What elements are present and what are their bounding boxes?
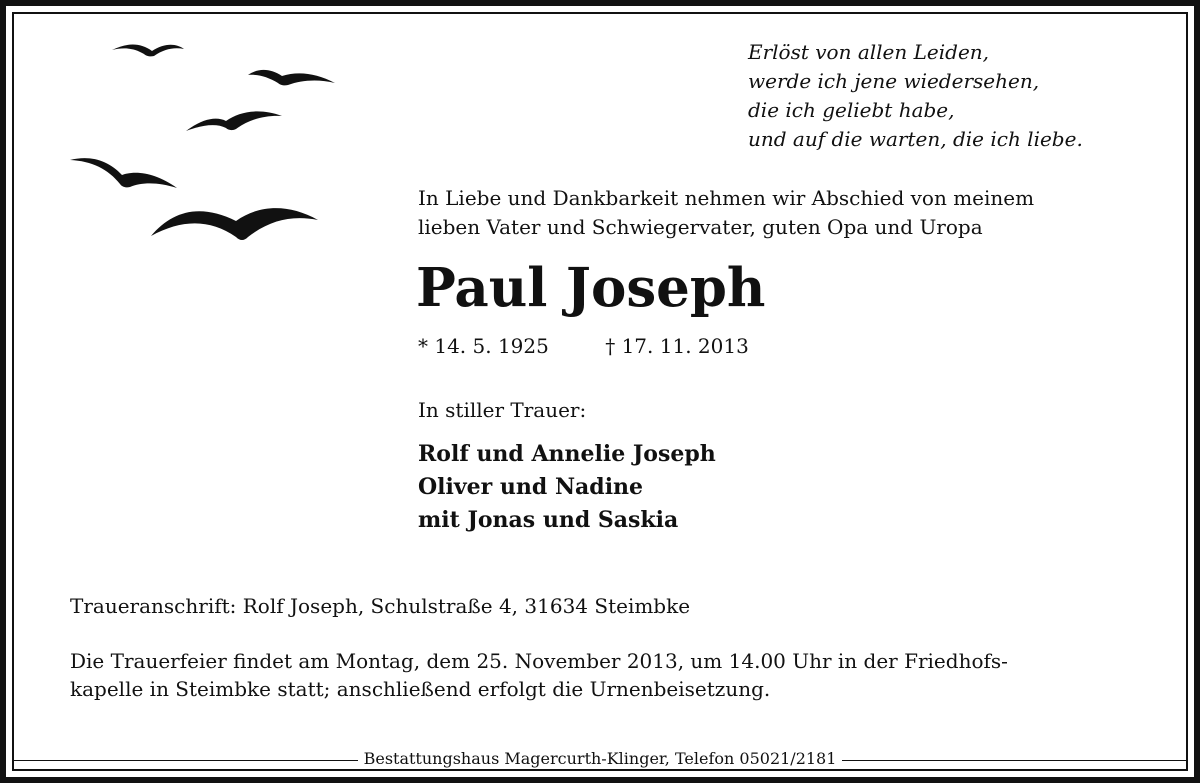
ceremony-line: kapelle in Steimbke statt; anschließend erfolgt die Urnenbeisetzung.: [70, 677, 771, 701]
mourner-name: Rolf und Annelie Joseph: [418, 441, 716, 467]
deceased-name: Paul Joseph: [416, 257, 766, 319]
memorial-quote: [748, 38, 1083, 154]
mourner-name: mit Jonas und Saskia: [418, 507, 679, 533]
bird-icon: [248, 70, 335, 86]
funeral-home-footer: [0, 748, 1200, 770]
ceremony-line: Die Trauerfeier findet am Montag, dem 25. November 2013, um 14.00 Uhr in der Friedhofs-: [70, 649, 1008, 673]
bird-icon: [70, 158, 177, 188]
life-dates: [418, 332, 749, 360]
death-date: † 17. 11. 2013: [605, 334, 749, 358]
farewell-intro: [418, 184, 1034, 242]
flying-birds-icon: [60, 35, 350, 260]
quote-line: und auf die warten, die ich liebe.: [748, 127, 1083, 151]
bird-icon: [151, 208, 318, 240]
mourning-address: Traueranschrift: Rolf Joseph, Schulstraße 4, 31634 Steimbke: [70, 594, 691, 618]
mourner-name: Oliver und Nadine: [418, 474, 644, 500]
quote-line: die ich geliebt habe,: [748, 98, 955, 122]
bird-icon: [112, 45, 184, 57]
intro-line: lieben Vater und Schwiegervater, guten Opa und Uropa: [418, 215, 983, 239]
birth-date: * 14. 5. 1925: [418, 334, 549, 358]
quote-line: Erlöst von allen Leiden,: [748, 40, 990, 64]
funeral-home-contact: Bestattungshaus Magercurth-Klinger, Telefon 05021/2181: [358, 749, 843, 768]
intro-line: In Liebe und Dankbarkeit nehmen wir Abschied von meinem: [418, 186, 1035, 210]
ceremony-notice: [70, 647, 1008, 703]
mourning-label: In stiller Trauer:: [418, 398, 587, 422]
quote-line: werde ich jene wiedersehen,: [748, 69, 1040, 93]
mourners-list: [418, 438, 716, 537]
bird-icon: [186, 111, 282, 131]
